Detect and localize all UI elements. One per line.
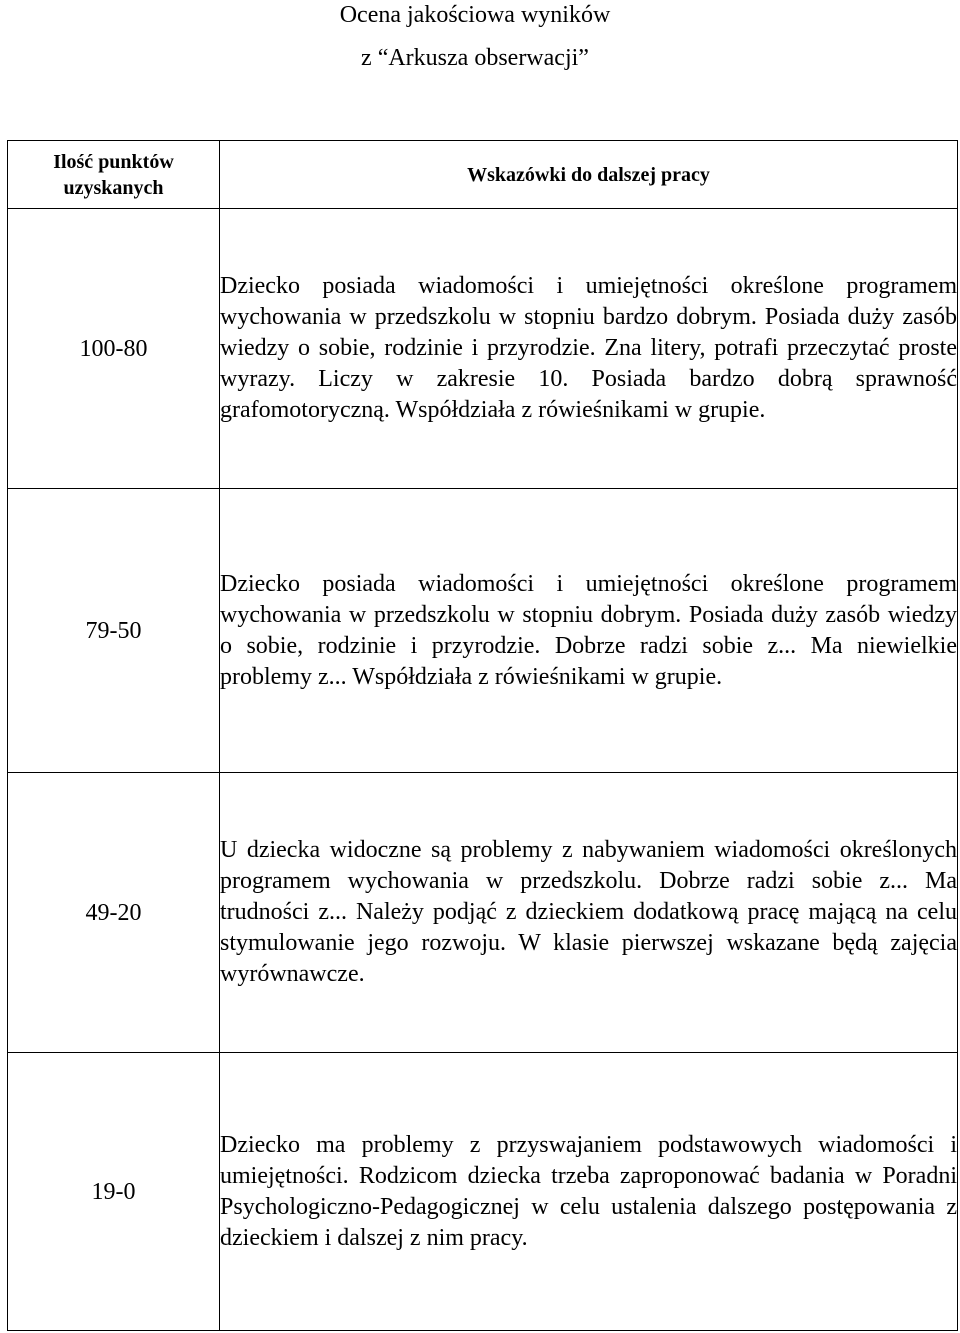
guidance-text: Dziecko posiada wiadomości i umiejętności określone programem wychowania w przedszkolu w stopniu bardzo dobrym. Posiada duży zasób wiedzy o sobie, rodzinie i przyrodzie. Zna litery, potrafi przeczytać proste wyrazy. Liczy w zakresie 10. Posiada bardzo dobrą sprawność grafomotoryczną. Współdziała z rówieśnikami w grupie. — [220, 209, 958, 489]
document-title — [0, 0, 960, 120]
guidance-text: Dziecko posiada wiadomości i umiejętności określone programem wychowania w przedszkolu w stopniu dobrym. Posiada duży zasób wiedzy o sobie, rodzinie i przyrodzie. Dobrze radzi sobie z... Ma niewielkie problemy z... Współdziała z rówieśnikami w grupie. — [220, 489, 958, 773]
points-range: 100-80 — [8, 209, 220, 489]
header-points: Ilość punktów uzyskanych — [8, 141, 220, 209]
guidance-text: Dziecko ma problemy z przyswajaniem podstawowych wiadomości i umiejętności. Rodzicom dziecka trzeba zaproponować badania w Poradni Psychologiczno-Pedagogicznej w celu ustalenia dalszego postępowania z dzieckiem i dalszej z nim pracy. — [220, 1053, 958, 1331]
table-row — [8, 773, 958, 1053]
title-line-1: Ocena jakościowa wyników — [339, 2, 611, 28]
table-row — [8, 209, 958, 489]
table-row — [8, 489, 958, 773]
header-guidance: Wskazówki do dalszej pracy — [220, 141, 958, 209]
table-row — [8, 1053, 958, 1331]
points-range: 19-0 — [8, 1053, 220, 1331]
evaluation-table — [7, 140, 958, 1331]
guidance-text: U dziecka widoczne są problemy z nabywaniem wiadomości określonych programem wychowania w przedszkolu. Dobrze radzi sobie z... Ma trudności z... Należy podjąć z dzieckiem dodatkową pracę mającą na celu stymulowanie jego rozwoju. W klasie pierwszej wskazane będą zajęcia wyrównawcze. — [220, 773, 958, 1053]
points-range: 79-50 — [8, 489, 220, 773]
table-header-row — [8, 141, 958, 209]
title-line-2: z “Arkusza obserwacji” — [361, 45, 589, 71]
points-range: 49-20 — [8, 773, 220, 1053]
